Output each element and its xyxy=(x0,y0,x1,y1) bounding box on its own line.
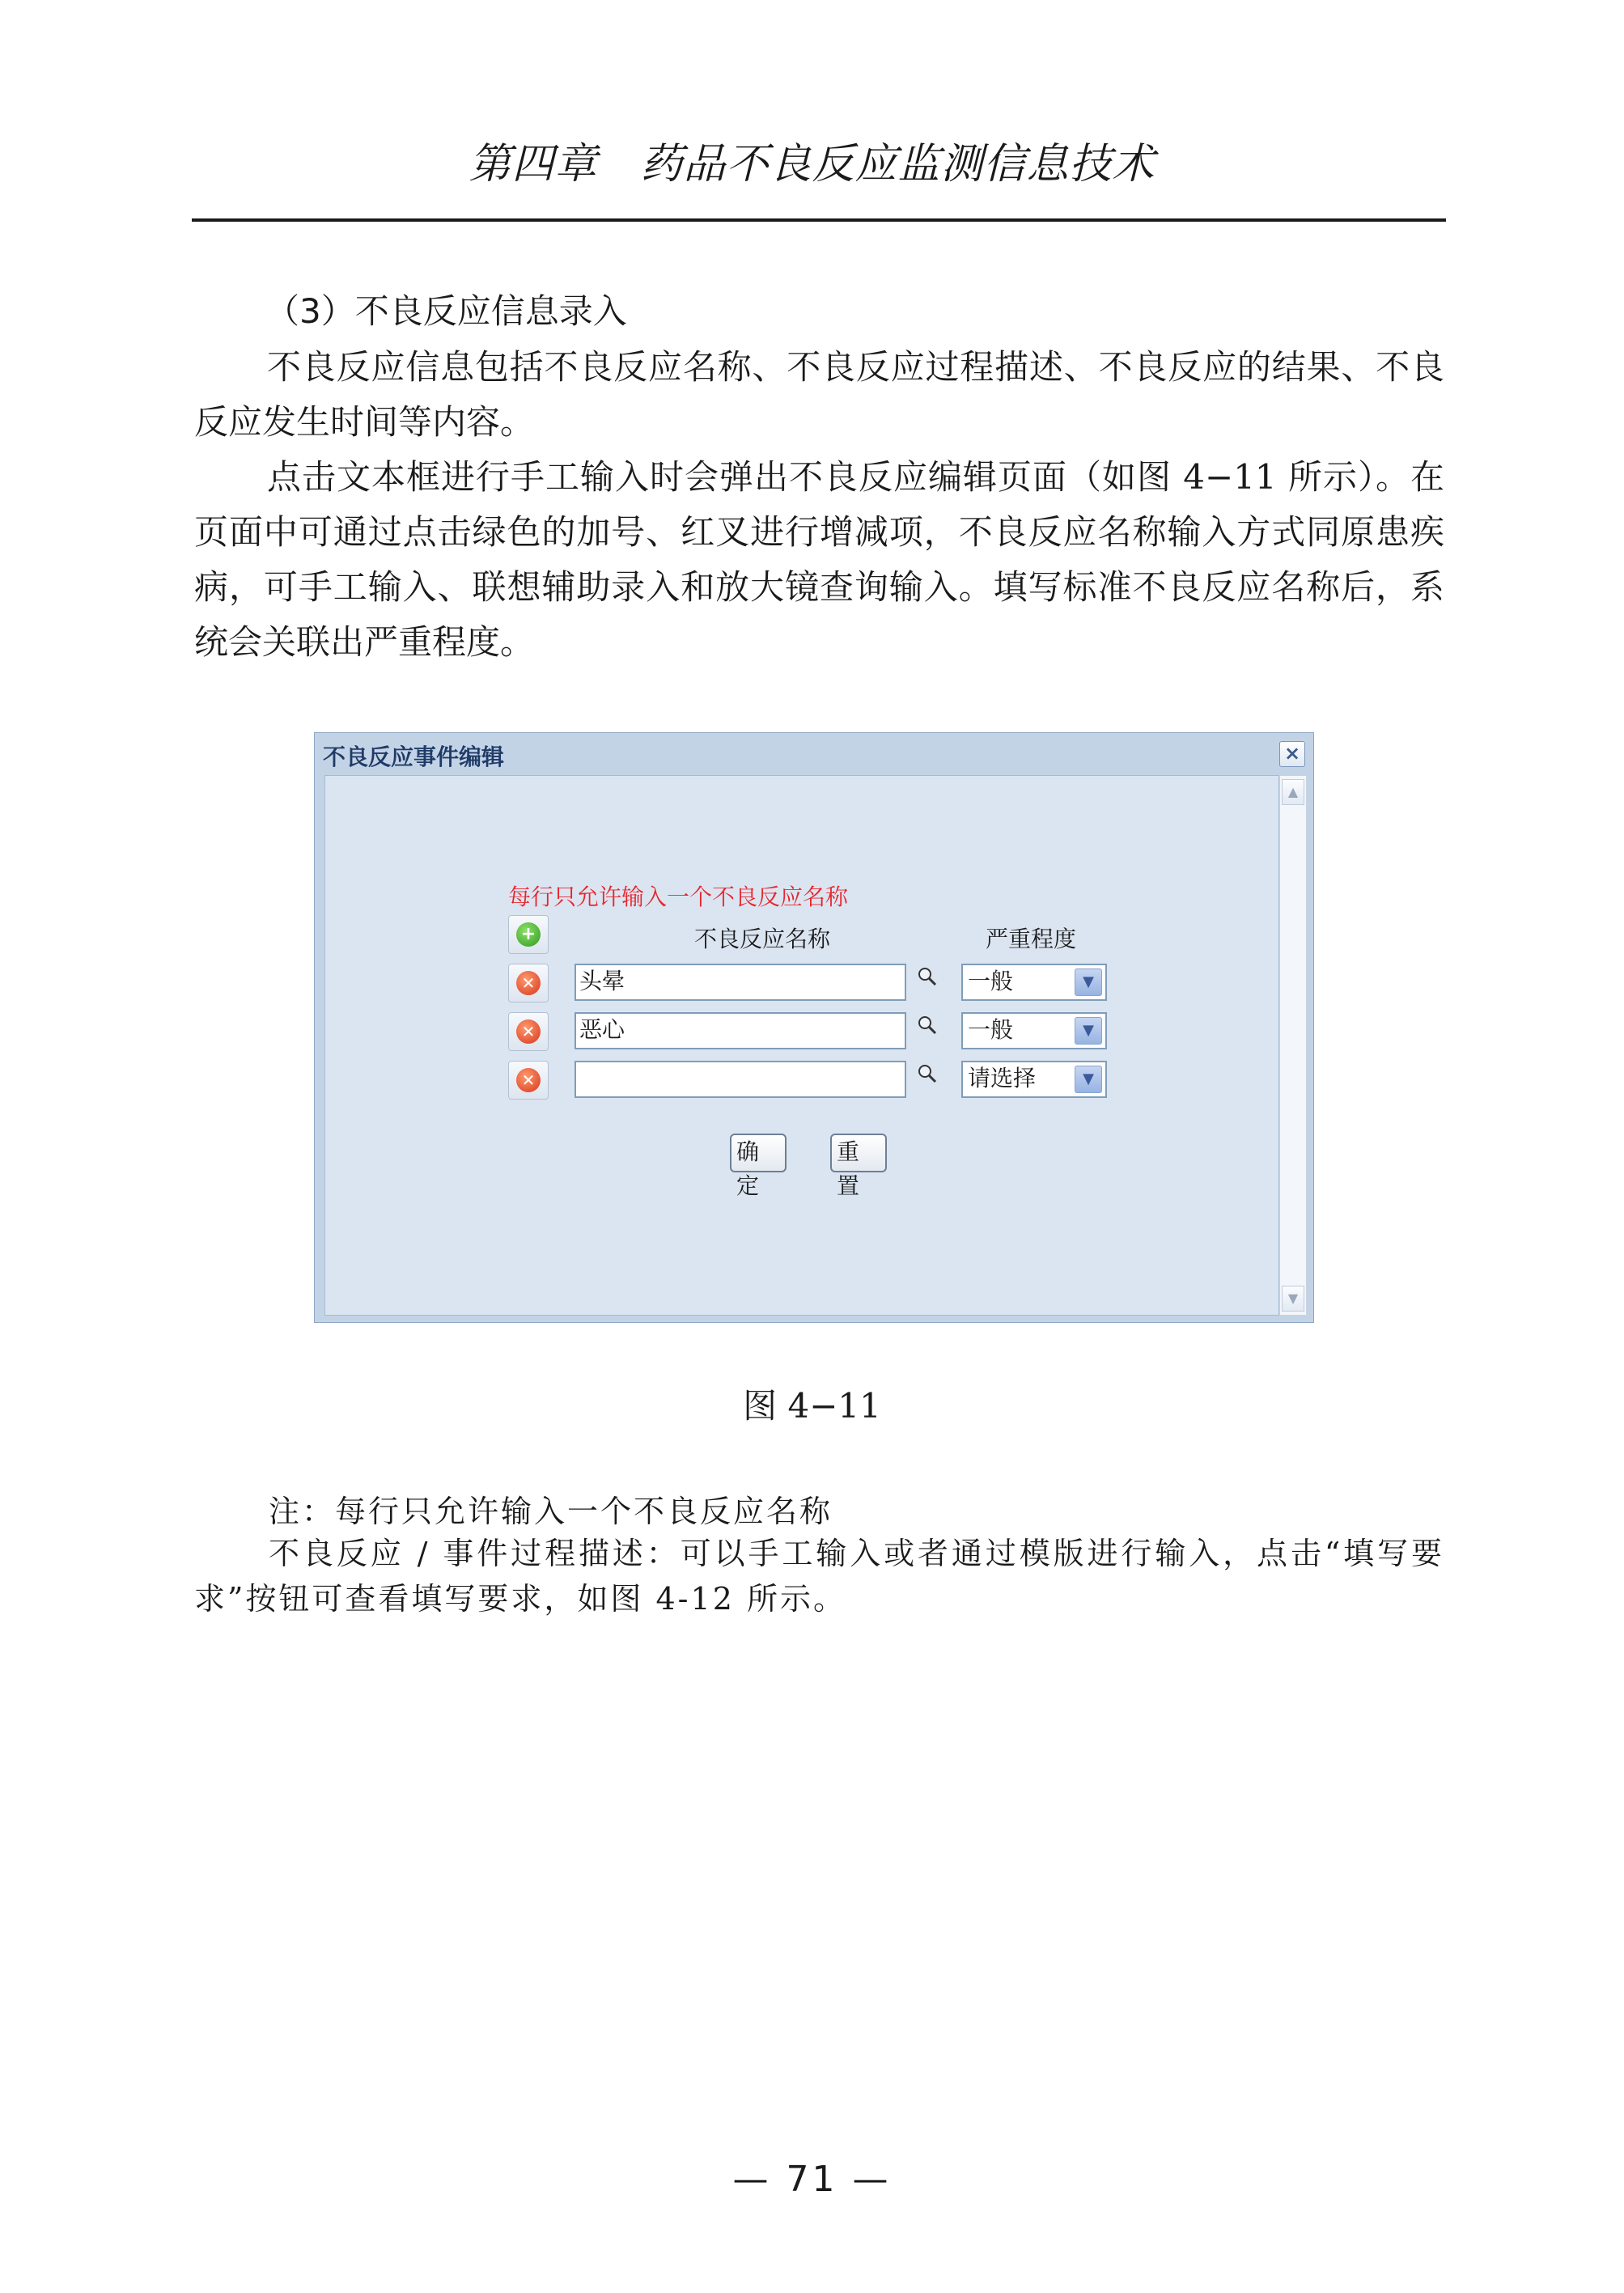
remove-icon: ✕ xyxy=(516,1068,541,1092)
figure-caption: 图 4−11 xyxy=(743,1386,881,1426)
column-header-name: 不良反应名称 xyxy=(694,926,831,952)
reset-button[interactable]: 重置 xyxy=(830,1134,887,1172)
severity-select[interactable] xyxy=(961,1061,1107,1098)
remove-icon: ✕ xyxy=(516,1019,541,1044)
reaction-name-input[interactable]: 恶心 xyxy=(575,1012,906,1049)
confirm-button[interactable]: 确定 xyxy=(730,1134,787,1172)
severity-select[interactable] xyxy=(961,1012,1107,1049)
add-row-button[interactable] xyxy=(508,915,549,954)
remove-row-button[interactable] xyxy=(508,964,549,1002)
chevron-down-icon[interactable]: ▼ xyxy=(1075,968,1102,996)
dialog-body xyxy=(324,775,1279,1316)
header-rule xyxy=(192,218,1446,222)
column-header-severity: 严重程度 xyxy=(986,926,1077,952)
magnifier-icon[interactable] xyxy=(916,1014,939,1036)
plus-icon: + xyxy=(516,922,541,947)
section-heading: （3）不良反应信息录入 xyxy=(265,291,627,331)
severity-select[interactable] xyxy=(961,964,1107,1001)
magnifier-icon[interactable] xyxy=(916,965,939,988)
page-header-title: 第四章 药品不良反应监测信息技术 xyxy=(469,140,1155,189)
adverse-reaction-dialog xyxy=(314,732,1314,1323)
chevron-down-icon[interactable]: ▼ xyxy=(1075,1066,1102,1093)
reaction-name-input[interactable] xyxy=(575,1061,906,1098)
hint-text: 每行只允许输入一个不良反应名称 xyxy=(508,884,849,910)
note-1: 注：每行只允许输入一个不良反应名称 xyxy=(269,1494,833,1529)
magnifier-icon[interactable] xyxy=(916,1062,939,1085)
remove-row-button[interactable] xyxy=(508,1012,549,1051)
reaction-name-input[interactable]: 头晕 xyxy=(575,964,906,1001)
severity-value: 一般 xyxy=(968,968,1014,994)
scroll-down-icon[interactable]: ▼ xyxy=(1282,1286,1304,1312)
severity-value: 一般 xyxy=(968,1016,1014,1043)
paragraph-1: 不良反应信息包括不良反应名称、不良反应过程描述、不良反应的结果、不良反应发生时间等内容。 xyxy=(194,347,1444,442)
remove-icon: ✕ xyxy=(516,971,541,995)
page-number: — 71 — xyxy=(732,2159,892,2200)
close-icon[interactable]: × xyxy=(1279,741,1305,767)
dialog-titlebar xyxy=(315,733,1313,775)
scroll-up-icon[interactable]: ▲ xyxy=(1282,779,1304,805)
chevron-down-icon[interactable]: ▼ xyxy=(1075,1017,1102,1045)
paragraph-2: 点击文本框进行手工输入时会弹出不良反应编辑页面（如图 4−11 所示）。在页面中可通过点击绿色的加号、红叉进行增减项，不良反应名称输入方式同原患疾病，可手工输入、联想辅助录入和放大镜查询输入。填写标准不良反应名称后，系统会关联出严重程度。 xyxy=(194,457,1444,662)
remove-row-button[interactable] xyxy=(508,1061,549,1100)
severity-value: 请选择 xyxy=(968,1065,1037,1091)
dialog-title: 不良反应事件编辑 xyxy=(323,744,505,770)
vertical-scrollbar[interactable] xyxy=(1279,775,1307,1316)
note-2: 不良反应 / 事件过程描述：可以手工输入或者通过模版进行输入，点击“填写要求”按钮可查看填写要求，如图 4-12 所示。 xyxy=(194,1536,1444,1617)
